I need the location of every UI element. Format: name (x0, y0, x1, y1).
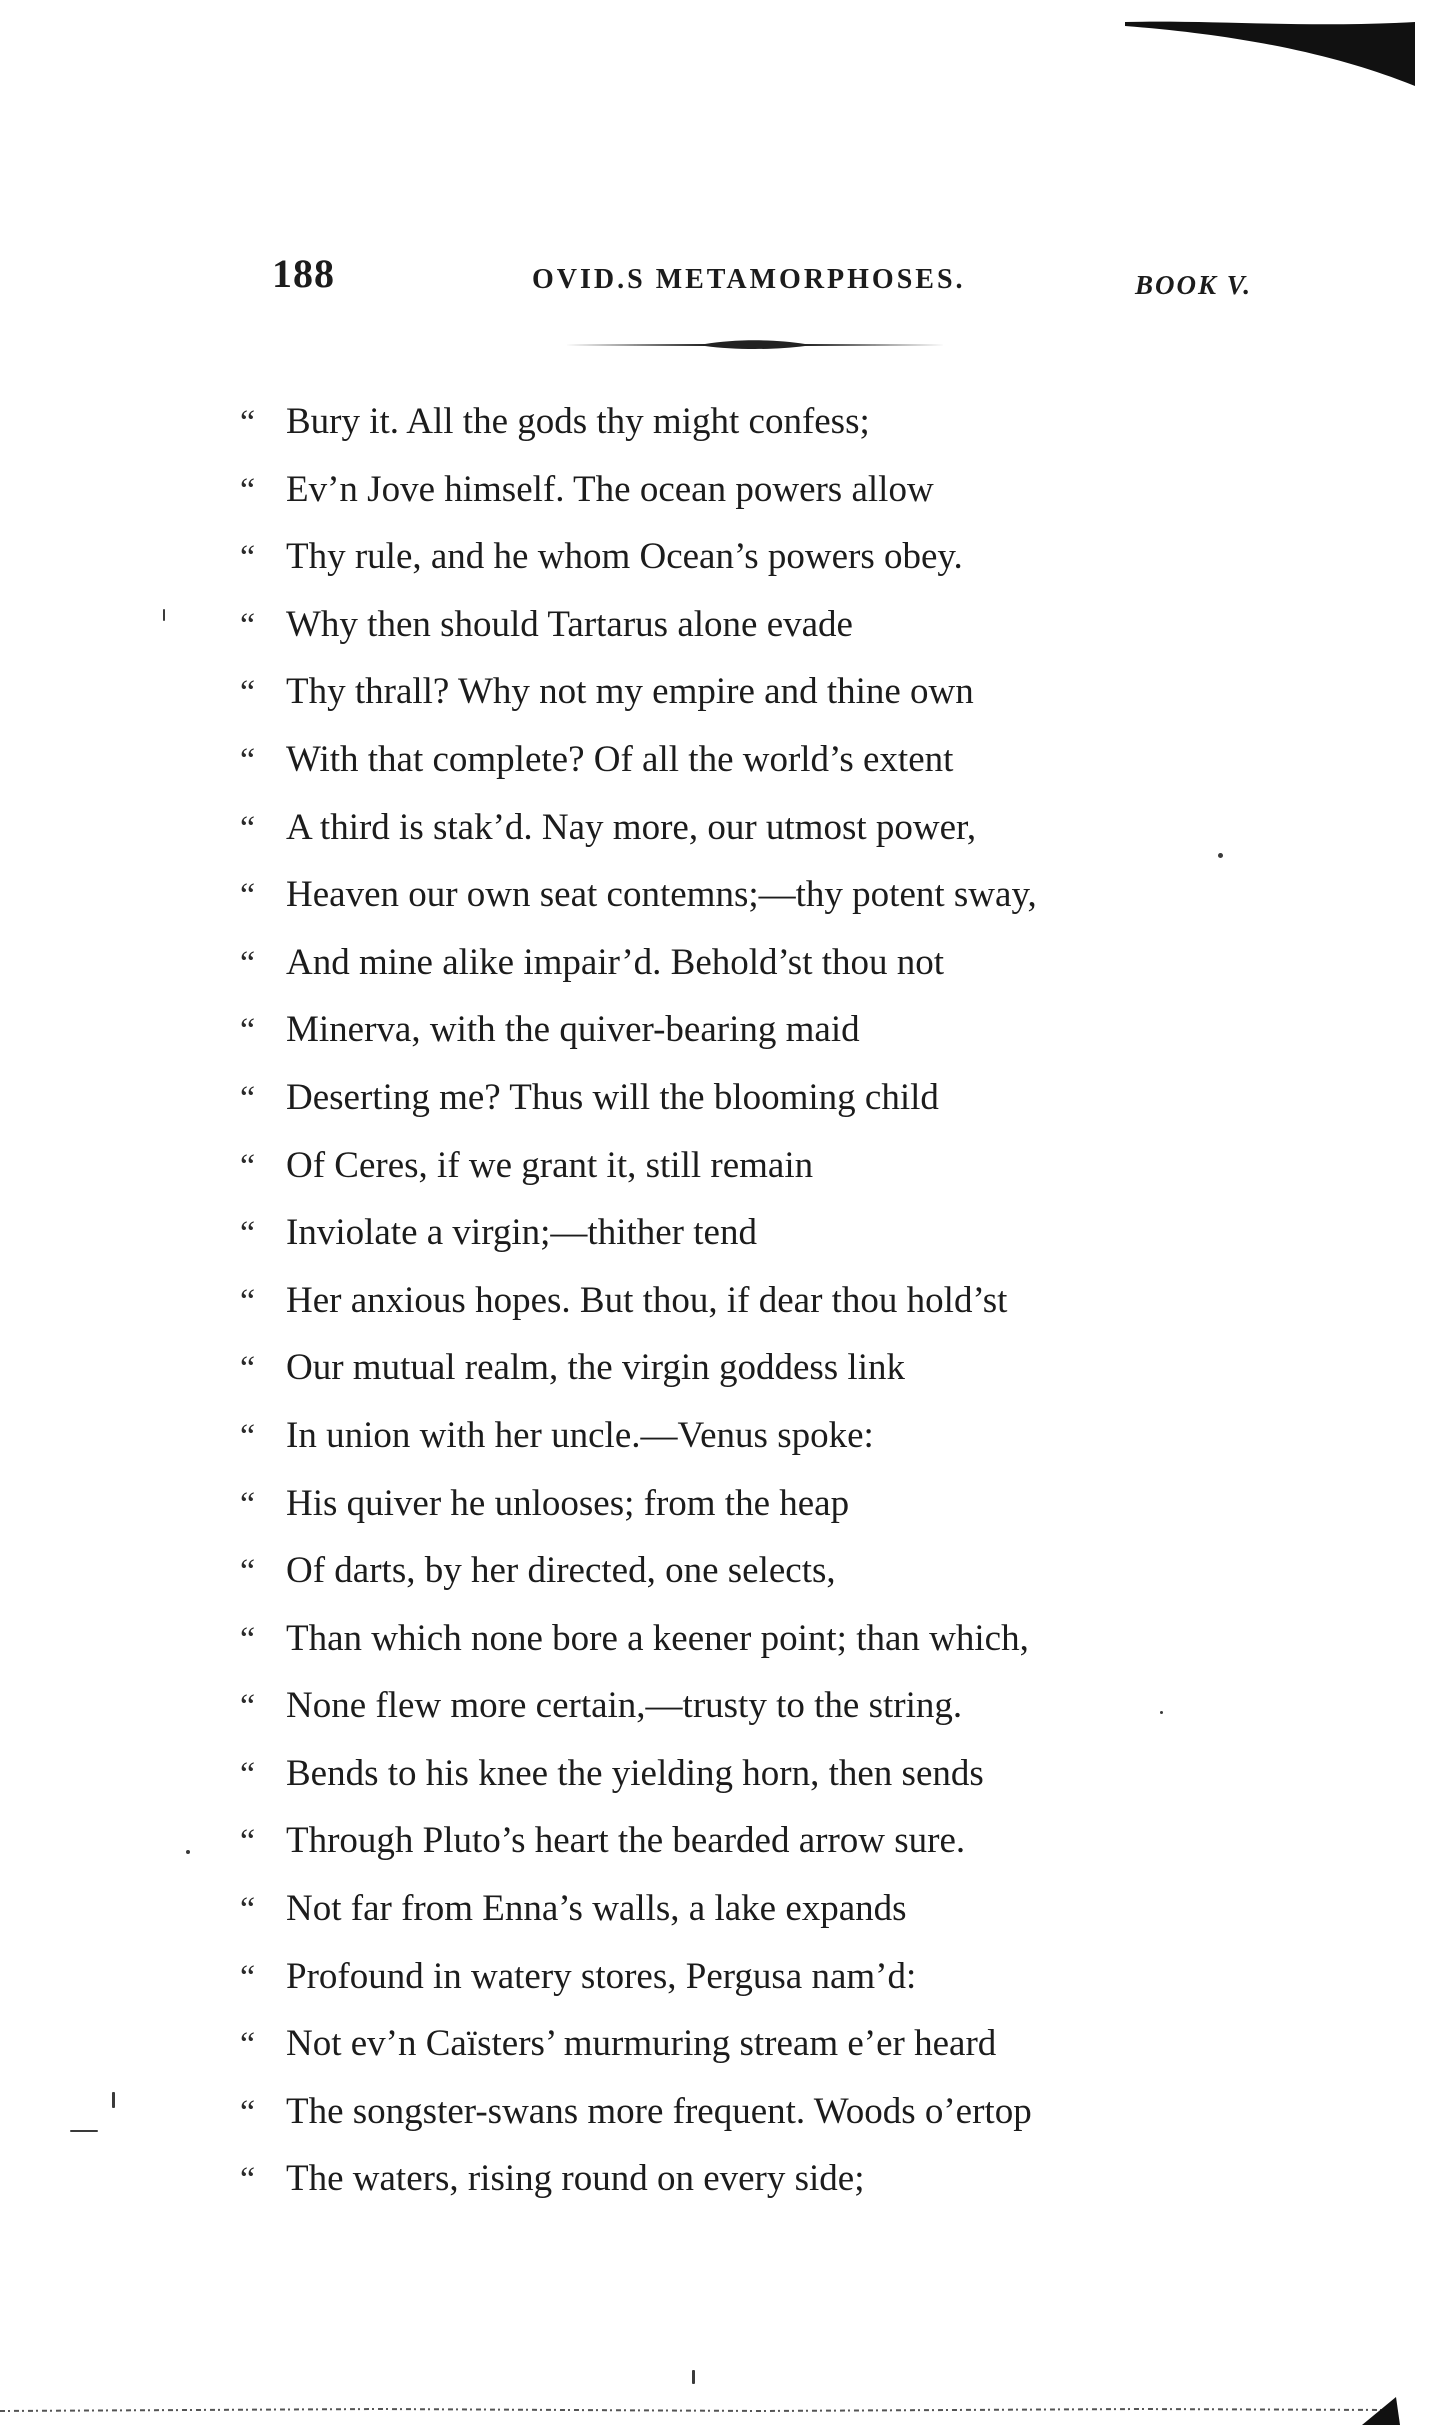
verse-text: None flew more certain,—trusty to the string. (286, 1685, 963, 1727)
verse-text: Not far from Enna’s walls, a lake expands (286, 1888, 907, 1930)
quote-mark: “ (240, 404, 256, 441)
verse-line (240, 1943, 1240, 2011)
verse-text: Bury it. All the gods thy might confess; (286, 401, 870, 442)
verse-text: Than which none bore a keener point; than which, (286, 1617, 1029, 1659)
verse-text: A third is stak’d. Nay more, our utmost power, (286, 806, 977, 848)
verse-text: Why then should Tartarus alone evade (286, 603, 853, 645)
quote-mark: “ (240, 2161, 256, 2199)
verse-line (240, 1740, 1240, 1808)
verse-line (240, 929, 1240, 997)
verse-line (240, 1132, 1240, 1200)
verse-text: Inviolate a virgin;—thither tend (286, 1212, 757, 1254)
verse-block (240, 388, 1240, 2213)
verse-text: The waters, rising round on every side; (286, 2158, 865, 2200)
verse-text: Her anxious hopes. But thou, if dear thou hold’st (286, 1279, 1008, 1321)
quote-mark: “ (240, 606, 256, 644)
verse-line (240, 658, 1240, 726)
verse-line (240, 1064, 1240, 1132)
verse-text: Profound in watery stores, Pergusa nam’d: (286, 1955, 917, 1997)
quote-mark: “ (240, 877, 256, 915)
verse-text: With that complete? Of all the world’s extent (286, 738, 954, 780)
verse-text: Thy rule, and he whom Ocean’s powers obey. (286, 536, 963, 578)
page-corner-mark (1125, 18, 1415, 88)
paper-speck (70, 2130, 98, 2132)
verse-text: Of darts, by her directed, one selects, (286, 1550, 836, 1592)
quote-mark: “ (240, 2093, 256, 2131)
verse-line (240, 1334, 1240, 1402)
quote-mark: “ (240, 1553, 256, 1591)
verse-text: Thy thrall? Why not my empire and thine own (286, 671, 974, 713)
quote-mark: “ (240, 1958, 256, 1996)
verse-text: And mine alike impair’d. Behold’st thou not (286, 941, 945, 983)
verse-text: Heaven our own seat contemns;—thy potent sway, (286, 874, 1037, 916)
verse-line (240, 1807, 1240, 1875)
verse-line (240, 1402, 1240, 1470)
verse-line (240, 1267, 1240, 1335)
quote-mark: “ (240, 1823, 256, 1861)
verse-line (240, 726, 1240, 794)
running-title: OVID.S METAMORPHOSES. (532, 264, 966, 295)
quote-mark: “ (240, 1147, 256, 1185)
quote-mark: “ (240, 1215, 256, 1253)
verse-line (240, 591, 1240, 659)
quote-mark: “ (240, 1417, 256, 1455)
scan-edge-noise (0, 2395, 1446, 2428)
verse-text: Our mutual realm, the virgin goddess link (286, 1347, 905, 1389)
page-number: 188 (272, 251, 335, 296)
verse-line (240, 1537, 1240, 1605)
quote-mark: “ (240, 471, 256, 509)
verse-text: Through Pluto’s heart the bearded arrow sure. (286, 1820, 966, 1862)
verse-line (240, 1875, 1240, 1943)
verse-line (240, 861, 1240, 929)
verse-line (240, 1470, 1240, 1538)
paper-speck (692, 2370, 695, 2384)
quote-mark: “ (240, 1688, 256, 1726)
verse-text: The songster-swans more frequent. Woods o’ertop (286, 2090, 1032, 2132)
verse-text: Ev’n Jove himself. The ocean powers allow (286, 468, 934, 510)
verse-line (240, 1605, 1240, 1673)
quote-mark: “ (240, 1012, 256, 1050)
quote-mark: “ (240, 944, 256, 982)
quote-mark: “ (240, 1350, 256, 1388)
quote-mark: “ (240, 674, 256, 712)
paper-speck (112, 2092, 115, 2108)
quote-mark: “ (240, 1485, 256, 1523)
book-label: BOOK V. (1135, 270, 1253, 300)
quote-mark: “ (240, 1755, 256, 1793)
paper-speck (1160, 1711, 1163, 1714)
paper-speck (186, 1850, 190, 1854)
quote-mark: “ (240, 1891, 256, 1929)
verse-line (240, 794, 1240, 862)
verse-line (240, 2078, 1240, 2146)
verse-text: In union with her uncle.—Venus spoke: (286, 1414, 874, 1456)
verse-line (240, 388, 1240, 456)
verse-text: Bends to his knee the yielding horn, then sends (286, 1752, 984, 1794)
paper-speck (1218, 853, 1223, 858)
quote-mark: “ (240, 539, 256, 577)
ornamental-rule (565, 338, 945, 350)
quote-mark: “ (240, 1282, 256, 1320)
verse-line (240, 1199, 1240, 1267)
verse-line (240, 456, 1240, 524)
quote-mark: “ (240, 1620, 256, 1658)
verse-text: Deserting me? Thus will the blooming child (286, 1076, 939, 1118)
verse-text: Of Ceres, if we grant it, still remain (286, 1144, 814, 1186)
verse-text: His quiver he unlooses; from the heap (286, 1482, 850, 1524)
paper-speck (163, 609, 165, 621)
quote-mark: “ (240, 2026, 256, 2064)
quote-mark: “ (240, 741, 256, 779)
verse-line (240, 2145, 1240, 2213)
quote-mark: “ (240, 1079, 256, 1117)
verse-line (240, 1672, 1240, 1740)
quote-mark: “ (240, 809, 256, 847)
verse-text: Not ev’n Caïsters’ murmuring stream e’er heard (286, 2023, 997, 2065)
verse-line (240, 996, 1240, 1064)
running-head (0, 250, 1446, 310)
verse-line (240, 523, 1240, 591)
verse-text: Minerva, with the quiver-bearing maid (286, 1009, 860, 1051)
verse-line (240, 2010, 1240, 2078)
